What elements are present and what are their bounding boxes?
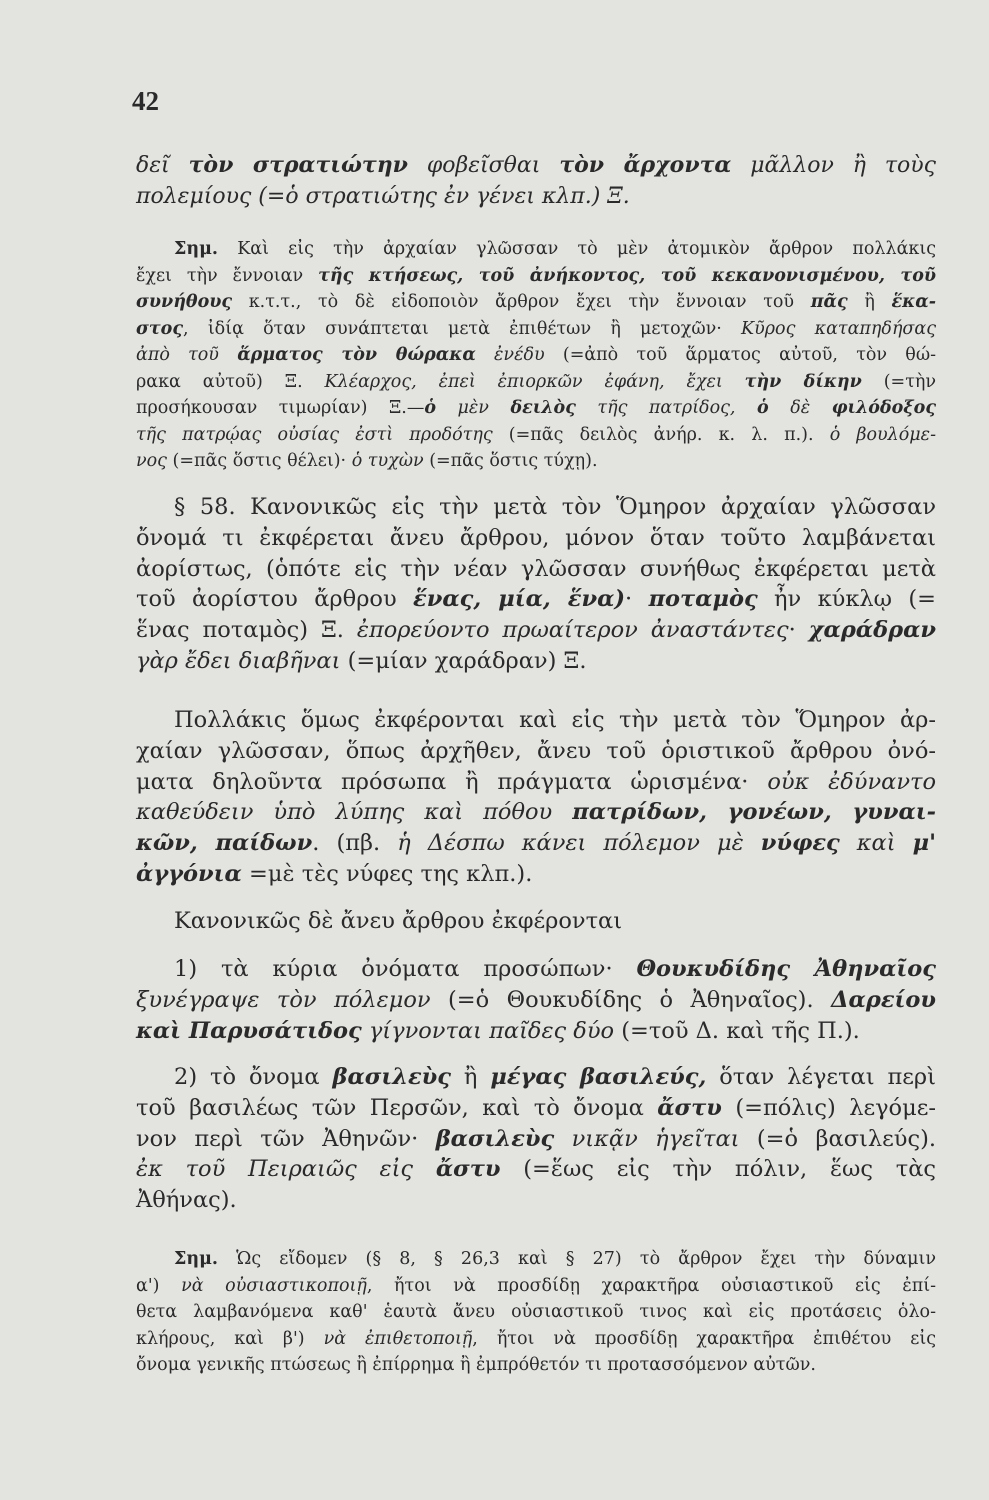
section-58-paragraph bbox=[136, 492, 936, 677]
text-line: συνήθους κ.τ.τ., τὸ δὲ εἰδοποιὸν ἄρθρον ἔχει τὴν ἔννοιαν τοῦ πᾶς ἢ ἕκα- bbox=[136, 292, 936, 312]
text-line: γὰρ ἔδει διαβῆναι (=μίαν χαράδραν) Ξ. bbox=[136, 647, 587, 674]
note-paragraph bbox=[136, 1246, 936, 1379]
page-number: 42 bbox=[132, 86, 159, 116]
list-item bbox=[136, 954, 936, 1046]
text-line: κλήρους, καὶ β') νὰ ἐπιθετοποιῇ, ἤτοι νὰ προσδίδῃ χαρακτῆρα ἐπιθέτου εἰς bbox=[136, 1328, 936, 1349]
text-line: ἐκ τοῦ Πειραιῶς εἰς ἄστυ (=ἕως εἰς τὴν πόλιν, ἕως τὰς bbox=[136, 1156, 936, 1183]
text-line: πολεμίους (=ὁ στρατιώτης ἐν γένει κλπ.) Ξ. bbox=[136, 184, 630, 209]
text-line: ἀπὸ τοῦ ἅρματος τὸν θώρακα ἐνέδυ (=ἀπὸ τοῦ ἅρματος αὐτοῦ, τὸν θώ- bbox=[136, 345, 936, 365]
text-line: Σημ. Καὶ εἰς τὴν ἀρχαίαν γλῶσσαν τὸ μὲν ἀτομικὸν ἄρθρον πολλάκις bbox=[174, 239, 936, 259]
text-line: ματα δηλοῦντα πρόσωπα ἢ πράγματα ὡρισμένα· οὐκ ἐδύναντο bbox=[136, 768, 936, 795]
text-line: ρακα αὐτοῦ) Ξ. Κλέαρχος, ἐπεὶ ἐπιορκῶν ἐφάνη, ἔχει τὴν δίκην (=τὴν bbox=[136, 371, 936, 392]
text-line: Σημ. Ὡς εἴδομεν (§ 8, § 26,3 καὶ § 27) τὸ ἄρθρον ἔχει τὴν δύναμιν bbox=[174, 1249, 936, 1269]
text-line: ὄνομα γενικῆς πτώσεως ἢ ἐπίρρημα ἢ ἐμπρόθετόν τι προτασσόμενον αὐτῶν. bbox=[136, 1355, 816, 1375]
text-line: δεῖ τὸν στρατιώτην φοβεῖσθαι τὸν ἄρχοντα μᾶλλον ἢ τοὺς bbox=[136, 152, 936, 178]
text-line: Πολλάκις ὅμως ἐκφέρονται καὶ εἰς τὴν μετὰ τὸν Ὅμηρον ἀρ- bbox=[174, 707, 936, 733]
text-line: τοῦ βασιλέως τῶν Περσῶν, καὶ τὸ ὄνομα ἄστυ (=πόλις) λεγόμε- bbox=[136, 1094, 936, 1121]
text-line: ἕνας ποταμὸς) Ξ. ἐπορεύοντο πρωαίτερον ἀναστάντες· χαράδραν bbox=[136, 617, 936, 644]
text-line: νος (=πᾶς ὅστις θέλει)· ὁ τυχὼν (=πᾶς ὅστις τύχῃ). bbox=[136, 451, 598, 471]
text-line: ἀγγόνια =μὲ τὲς νύφες της κλπ.). bbox=[136, 860, 533, 887]
text-line: ξυνέγραψε τὸν πόλεμον (=ὁ Θουκυδίδης ὁ Ἀθηναῖος). Δαρείου bbox=[136, 986, 937, 1013]
text-line: κῶν, παίδων. (πβ. ἡ Δέσπω κάνει πόλεμον μὲ νύφες καὶ μ' bbox=[136, 830, 937, 857]
paragraph bbox=[136, 906, 936, 937]
text-line: τοῦ ἀορίστου ἄρθρου ἕνας, μία, ἕνα)· ποταμὸς ἦν κύκλῳ (= bbox=[136, 586, 936, 613]
text-line: 2) τὸ ὄνομα βασιλεὺς ἢ μέγας βασιλεύς, ὅταν λέγεται περὶ bbox=[174, 1064, 936, 1090]
note-paragraph bbox=[136, 236, 936, 475]
text-line: Κανονικῶς δὲ ἄνευ ἄρθρου ἐκφέρονται bbox=[174, 908, 623, 934]
text-line: προσήκουσαν τιμωρίαν) Ξ.—ὁ μὲν δειλὸς τῆς πατρίδος, ὁ δὲ φιλόδοξος bbox=[136, 398, 937, 418]
text-line: 1) τὰ κύρια ὀνόματα προσώπων· Θουκυδίδης Ἀθηναῖος bbox=[174, 956, 936, 982]
list-item bbox=[136, 1062, 936, 1216]
text-line: καθεύδειν ὑπὸ λύπης καὶ πόθου πατρίδων, γονέων, γυναι- bbox=[136, 799, 936, 826]
paragraph bbox=[136, 705, 936, 890]
text-line: στος, ἰδίᾳ ὅταν συνάπτεται μετὰ ἐπιθέτων ἢ μετοχῶν· Κῦρος καταπηδήσας bbox=[136, 318, 936, 339]
text-line: καὶ Παρυσάτιδος γίγνονται παῖδες δύο (=τοῦ Δ. καὶ τῆς Π.). bbox=[136, 1017, 860, 1044]
text-line: χαίαν γλῶσσαν, ὅπως ἀρχῆθεν, ἄνευ τοῦ ὁριστικοῦ ἄρθρου ὀνό- bbox=[136, 737, 936, 764]
text-line: α') νὰ οὐσιαστικοποιῇ, ἤτοι νὰ προσδίδῃ χαρακτῆρα οὐσιαστικοῦ εἰς ἐπί- bbox=[136, 1275, 936, 1296]
text-line: ὄνομά τι ἐκφέρεται ἄνευ ἄρθρου, μόνον ὅταν τοῦτο λαμβάνεται bbox=[136, 524, 936, 551]
text-line: § 58. Κανονικῶς εἰς τὴν μετὰ τὸν Ὅμηρον ἀρχαίαν γλῶσσαν bbox=[174, 494, 936, 520]
text-line: νον περὶ τῶν Ἀθηνῶν· βασιλεὺς νικᾷν ἡγεῖται (=ὁ βασιλεύς). bbox=[136, 1125, 937, 1152]
text-line: Ἀθήνας). bbox=[136, 1187, 237, 1214]
text-line: τῆς πατρῴας οὐσίας ἐστὶ προδότης (=πᾶς δειλὸς ἀνήρ. κ. λ. π.). ὁ βουλόμε- bbox=[136, 424, 936, 445]
intro-paragraph bbox=[136, 150, 936, 212]
text-line: ἀορίστως, (ὁπότε εἰς τὴν νέαν γλῶσσαν συνήθως ἐκφέρεται μετὰ bbox=[136, 555, 936, 582]
text-line: ἔχει τὴν ἔννοιαν τῆς κτήσεως, τοῦ ἀνήκοντος, τοῦ κεκανονισμένου, τοῦ bbox=[136, 265, 937, 286]
text-line: θετα λαμβανόμενα καθ' ἑαυτὰ ἄνευ οὐσιαστικοῦ τινος καὶ εἰς προτάσεις ὁλο- bbox=[136, 1302, 936, 1322]
